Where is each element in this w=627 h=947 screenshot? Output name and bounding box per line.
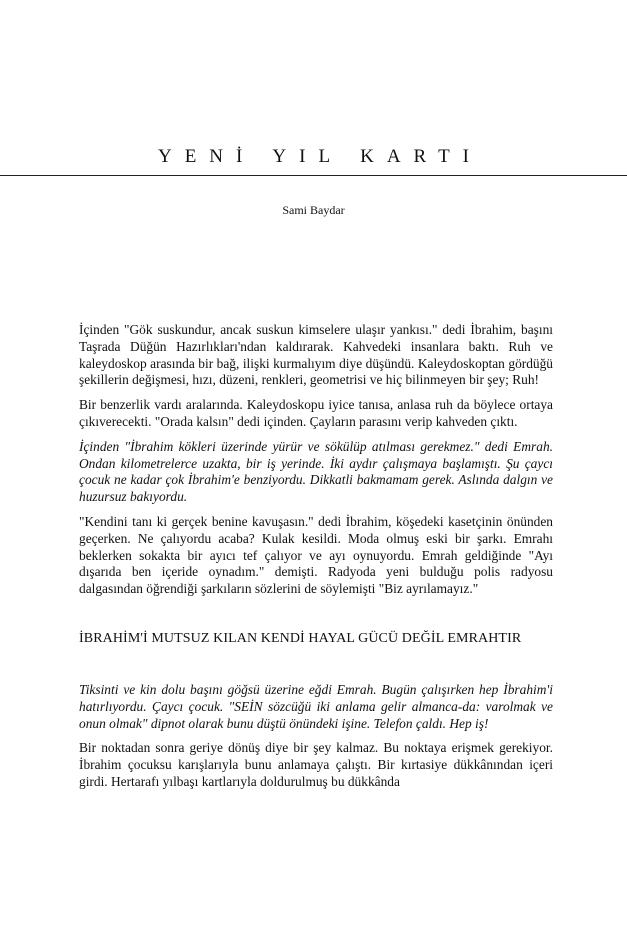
- section-heading: İBRAHİM'İ MUTSUZ KILAN KENDİ HAYAL GÜCÜ DEĞİL EMRAHTIR: [79, 630, 522, 646]
- paragraph-3-italic: İçinden "İbrahim kökleri üzerinde yürür ve sökülüp atılması gerekmez." dedi Emrah. Ondan kilometrelerce uzakta, bir iş yerinde. İki aydır çalışmaya başlamıştı. Şu çaycı çocuk ne kadar çok İbrahim'e benziyordu. Dikkatli bakmamam gerek. Aslında dalgın ve huzursuz bakıyordu.: [79, 438, 553, 505]
- body-text: [79, 322, 553, 799]
- title-rule: [0, 175, 627, 176]
- author-name: Sami Baydar: [282, 203, 345, 217]
- paragraph-1: İçinden "Gök suskundur, ancak suskun kimselere ulaşır yankısı." dedi İbrahim, başını Taşrada Düğün Hazırlıkları'ndan kaldırarak. Kahvedeki insanlara baktı. Ruh ve kaleydoskop arasında bir bağ, ilişki kurmalıyım diye düşündü. Kaleydoskoptan gördüğü şekillerin değişmesi, hızı, düzeni, renkleri, geometrisi ve hiç bilinmeyen bir şey; Ruh!: [79, 322, 553, 388]
- document-title: YENİ YIL KARTI: [157, 146, 483, 167]
- paragraph-2: Bir benzerlik vardı aralarında. Kaleydoskopu iyice tanısa, anlasa ruh da böylece ortaya çıkıverecekti. "Orada kalsın" dedi içinden. Çayların parasını verip kahveden çıktı.: [79, 397, 553, 429]
- paragraph-5-italic: Tiksinti ve kin dolu başını göğsü üzerine eğdi Emrah. Bugün çalışırken hep İbrahim'i hatırlıyordu. Çaycı çocuk. "SEİN sözcüğü iki anlama gelir almanca-da: varolmak ve onun olmak" dipnot olarak bunu düştü önündeki işine. Telefon çaldı. Hep iş!: [79, 681, 553, 731]
- paragraph-6: Bir noktadan sonra geriye dönüş diye bir şey kalmaz. Bu noktaya erişmek gerekiyor. İbrahim çocuksu karışlarıyla bunu anlamaya çalıştı. Bir kırtasiye dükkânından içeri girdi. Hertarafı yılbaşı kartlarıyla doldurulmuş bu dükkânda: [79, 740, 553, 789]
- paragraph-4: "Kendini tanı ki gerçek benine kavuşasın." dedi İbrahim, köşedeki kasetçinin önünden geçerken. Ne çalıyordu acaba? Kulak kesildi. Moda olmuş eski bir şarkı. Emrahı beklerken sokakta bir ayıcı tef çalıyor ve ayı oynuyordu. Emrah geldiğinde "Ayı dışarıda ben içeride oynadım." demişti. Radyoda yeni bulduğu polis radyosu dalgasından öğrendiği şarkıların sözlerini de söylemişti "Biz ayrılamayız.": [79, 513, 553, 597]
